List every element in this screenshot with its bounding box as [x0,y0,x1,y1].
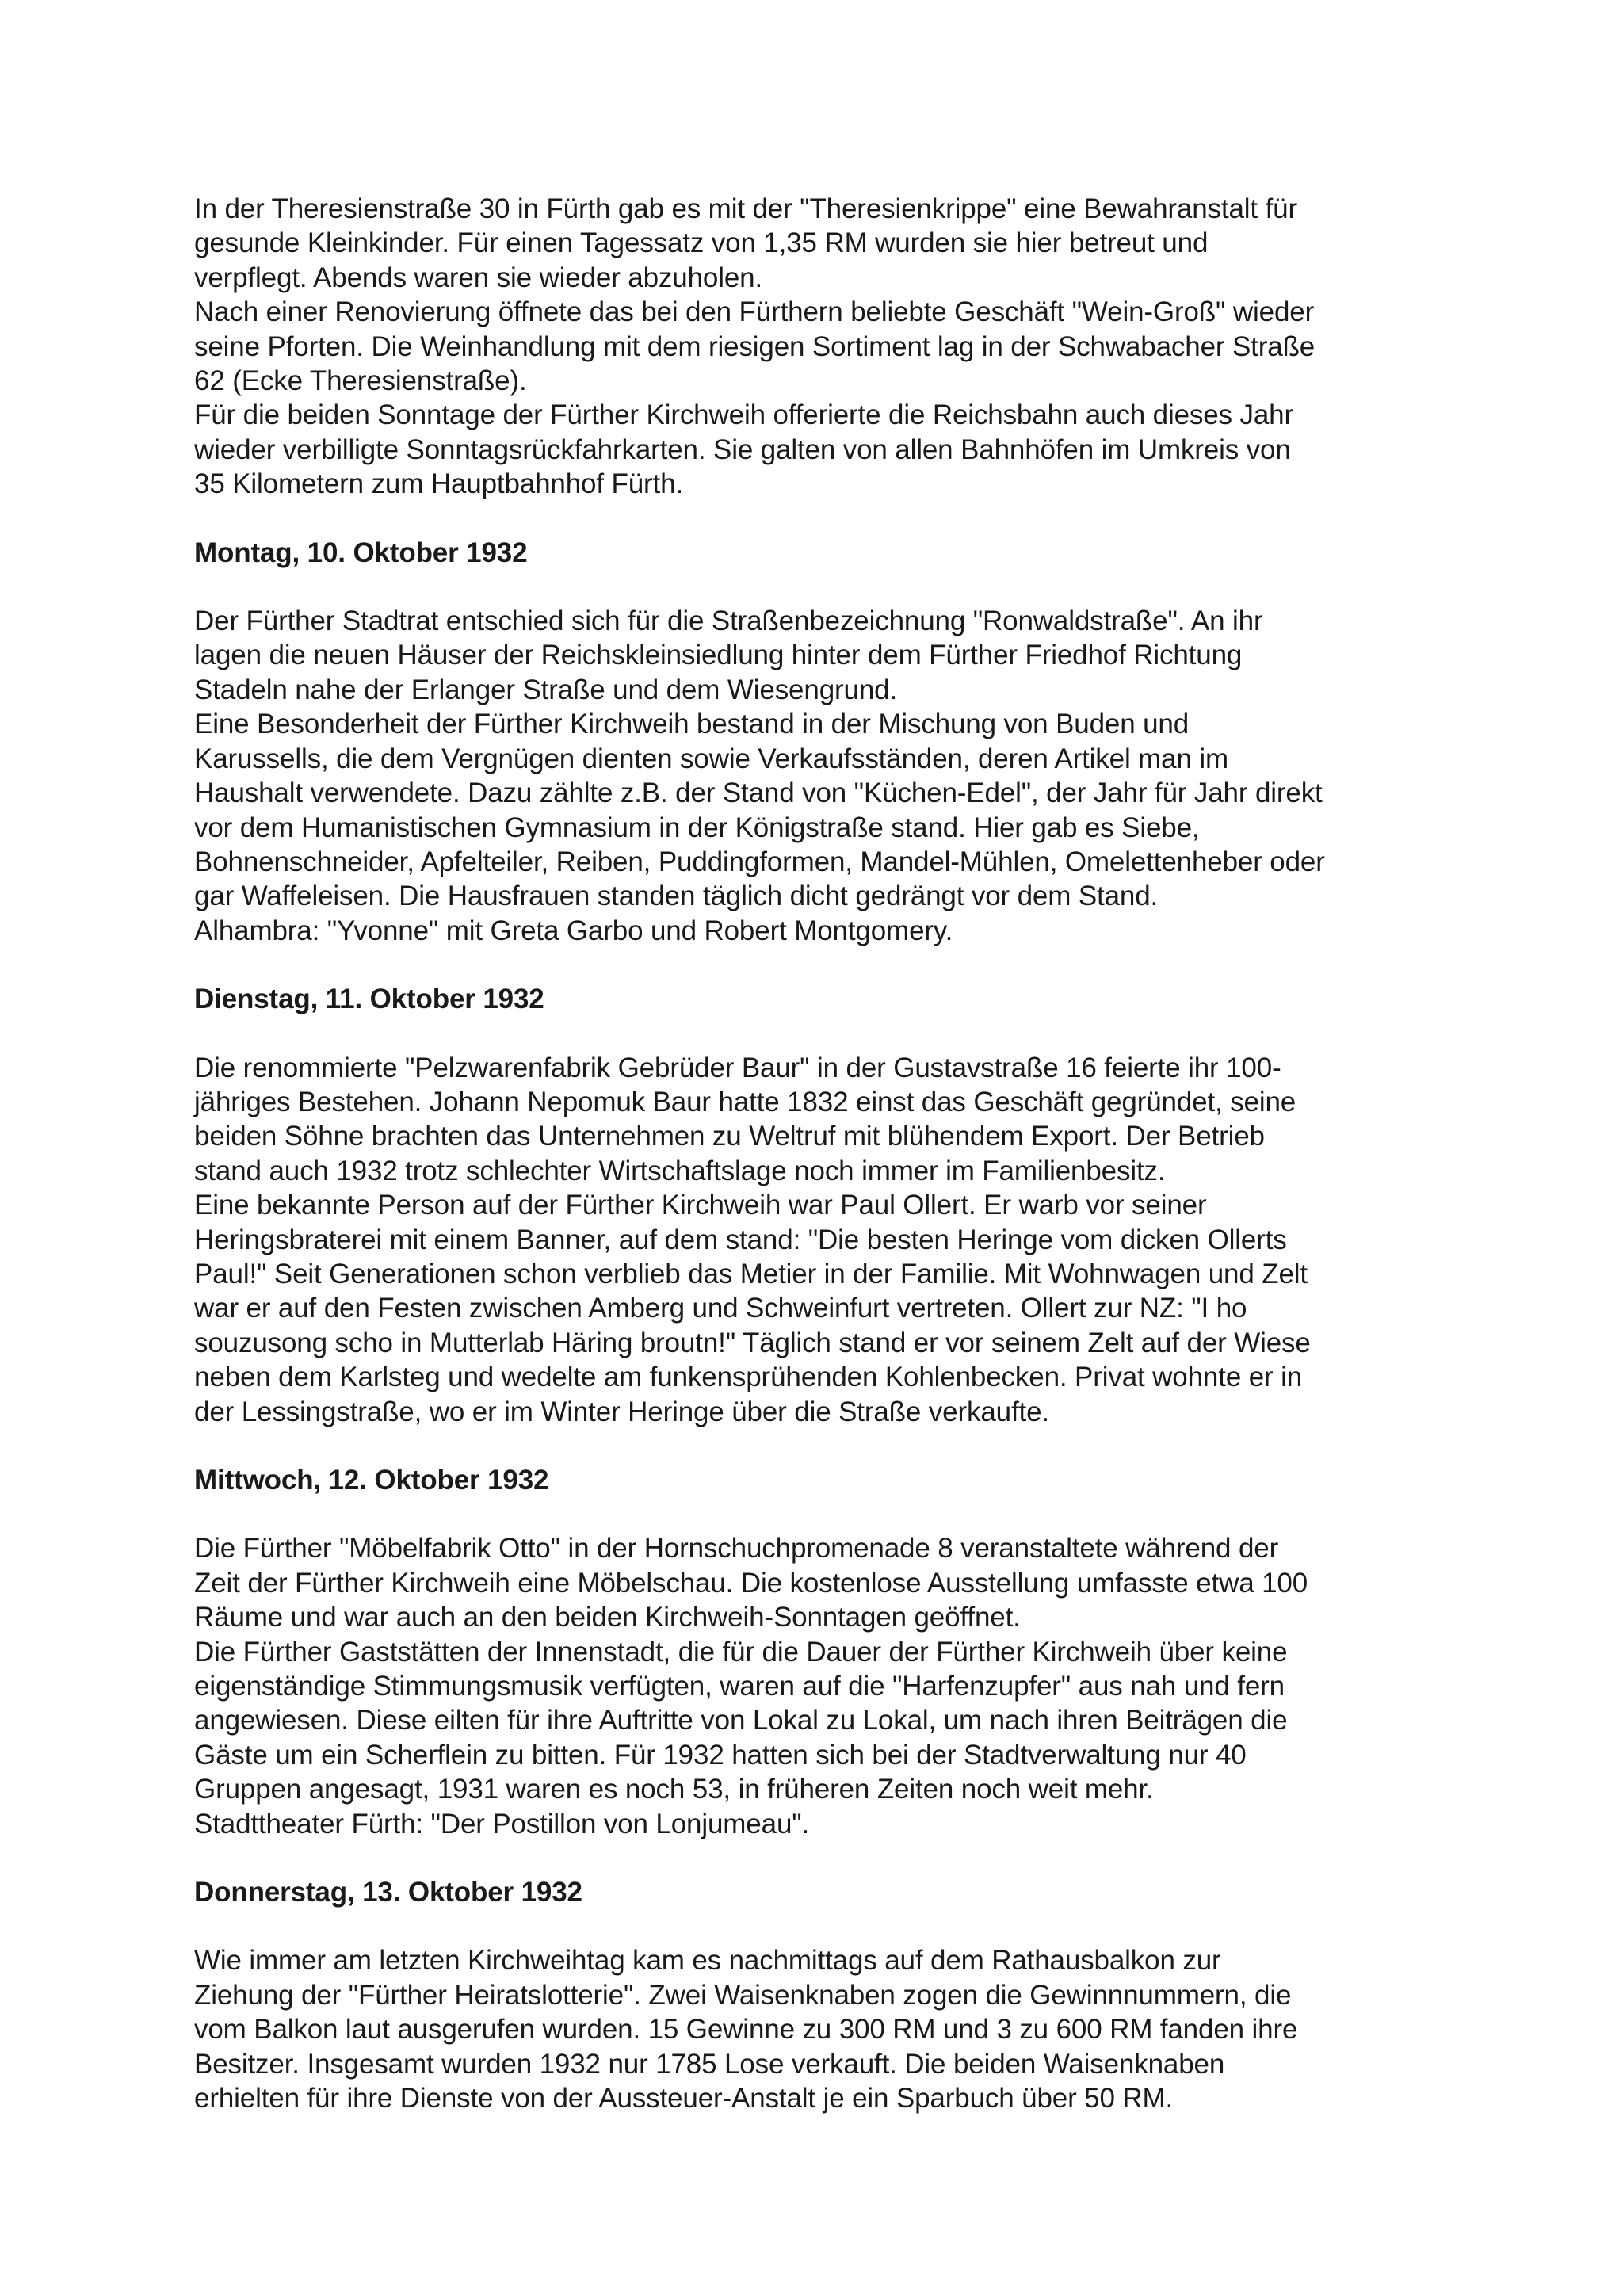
section-donnerstag [194,1841,1446,2115]
paragraph: Die Fürther "Möbelfabrik Otto" in der Hornschuchpromenade 8 veranstaltete während der Zeit der Fürther Kirchweih eine Möbelschau. Die kostenlose Ausstellung umfasste etwa 100 Räume und war auch an den beiden Kirchweih-Sonntagen geöffnet. [194,1533,1308,1633]
section-heading: Mittwoch, 12. Oktober 1932 [194,1465,549,1496]
paragraph: Eine Besonderheit der Fürther Kirchweih bestand in der Mischung von Buden und Karussells, die dem Vergnügen dienten sowie Verkaufsständen, deren Artikel man im Haushalt verwendete. Dazu zählte z.B. der Stand von "Küchen-Edel", der Jahr für Jahr direkt vor dem Humanistischen Gymnasium in der Königstraße stand. Hier gab es Siebe, Bohnenschneider, Apfelteiler, Reiben, Puddingformen, Mandel-Mühlen, Omelettenheber oder gar Waffeleisen. Die Hausfrauen standen täglich dicht gedrängt vor dem Stand. [194,709,1325,912]
intro-block [194,192,1446,502]
paragraph: Alhambra: "Yvonne" mit Greta Garbo und Robert Montgomery. [194,915,953,946]
paragraph: In der Theresienstraße 30 in Fürth gab es mit der "Theresienkrippe" eine Bewahranstalt für gesunde Kleinkinder. Für einen Tagessatz von 1,35 RM wurden sie hier betreut und verpflegt. Abends waren sie wieder abzuholen. [194,193,1297,293]
paragraph: Wie immer am letzten Kirchweihtag kam es nachmittags auf dem Rathausbalkon zur Ziehung der "Fürther Heiratslotterie". Zwei Waisenknaben zogen die Gewinnnummern, die vom Balkon laut ausgerufen wurden. 15 Gewinne zu 300 RM und 3 zu 600 RM fanden ihre Besitzer. Insgesamt wurden 1932 nur 1785 Lose verkauft. Die beiden Waisenknaben erhielten für ihre Dienste von der Aussteuer-Anstalt je ein Sparbuch über 50 RM. [194,1945,1298,2115]
paragraph: Eine bekannte Person auf der Fürther Kirchweih war Paul Ollert. Er warb vor seiner Heringsbraterei mit einem Banner, auf dem stand: "Die besten Heringe vom dicken Ollerts Paul!" Seit Generationen schon verblieb das Metier in der Familie. Mit Wohnwagen und Zelt war er auf den Festen zwischen Amberg und Schweinfurt vertreten. Ollert zur NZ: "I ho souzusong scho in Mutterlab Häring broutn!" Täglich stand er vor seinem Zelt auf der Wiese neben dem Karlsteg und wedelte am funkensprühenden Kohlenbecken. Privat wohnte er in der Lessingstraße, wo er im Winter Heringe über die Straße verkaufte. [194,1190,1311,1427]
section-heading: Montag, 10. Oktober 1932 [194,537,528,568]
paragraph: Die renommierte "Pelzwarenfabrik Gebrüder Baur" in der Gustavstraße 16 feierte ihr 100- jähriges Bestehen. Johann Nepomuk Baur hatte 1832 einst das Geschäft gegründet, seine beiden Söhne brachten das Unternehmen zu Weltruf mit blühendem Export. Der Betrieb stand auch 1932 trotz schlechter Wirtschaftslage noch immer im Familienbesitz. [194,1052,1296,1186]
paragraph: Stadttheater Fürth: "Der Postillon von Lonjumeau". [194,1808,810,1839]
paragraph: Für die beiden Sonntage der Fürther Kirchweih offerierte die Reichsbahn auch dieses Jahr wieder verbilligte Sonntagsrückfahrkarten. Sie galten von allen Bahnhöfen im Umkreis von 35 Kilometern zum Hauptbahnhof Fürth. [194,399,1293,500]
section-mittwoch [194,1429,1446,1841]
paragraph: Der Fürther Stadtrat entschied sich für die Straßenbezeichnung "Ronwaldstraße". An ihr lagen die neuen Häuser der Reichskleinsiedlung hinter dem Fürther Friedhof Richtung Stadeln nahe der Erlanger Straße und dem Wiesengrund. [194,606,1263,705]
section-montag [194,502,1446,948]
section-dienstag [194,948,1446,1429]
paragraph: Die Fürther Gaststätten der Innenstadt, die für die Dauer der Fürther Kirchweih über keine eigenständige Stimmungsmusik verfügten, waren auf die "Harfenzupfer" aus nah und fern angewiesen. Diese eilten für ihre Auftritte von Lokal zu Lokal, um nach ihren Beiträgen die Gäste um ein Scherflein zu bitten. Für 1932 hatten sich bei der Stadtverwaltung nur 40 Gruppen angesagt, 1931 waren es noch 53, in früheren Zeiten noch weit mehr. [194,1636,1288,1805]
document-page [194,192,1446,2116]
paragraph: Nach einer Renovierung öffnete das bei den Fürthern beliebte Geschäft "Wein-Groß" wieder seine Pforten. Die Weinhandlung mit dem riesigen Sortiment lag in der Schwabacher Straße 62 (Ecke Theresienstraße). [194,296,1316,397]
section-heading: Donnerstag, 13. Oktober 1932 [194,1877,582,1908]
section-heading: Dienstag, 11. Oktober 1932 [194,984,544,1015]
